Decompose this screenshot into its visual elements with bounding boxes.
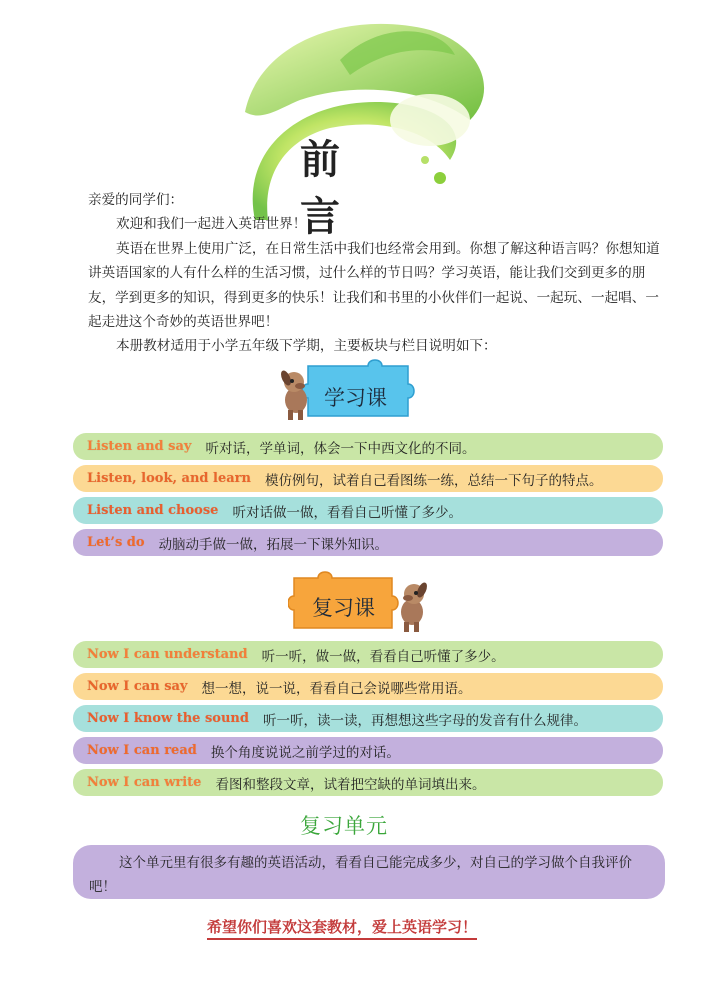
dog-mascot-icon — [401, 581, 429, 632]
closing-message: 希望你们喜欢这套教材，爱上英语学习！ — [207, 916, 477, 940]
intro-text — [88, 188, 663, 359]
study-item-listen-and-choose — [73, 497, 663, 524]
review-unit-heading: 复习单元 — [300, 814, 388, 838]
item-english-title: Listen, look, and learn — [87, 471, 251, 486]
review-unit-box — [73, 845, 665, 899]
item-description: 看图和整段文章，试着把空缺的单词填出来。 — [215, 776, 486, 793]
item-description: 想一想，说一说，看看自己会说哪些常用语。 — [201, 680, 472, 697]
study-item-listen-look-learn — [73, 465, 663, 492]
welcome-line: 欢迎和我们一起进入英语世界！ — [116, 216, 307, 233]
study-lessons-label: 学习课 — [324, 386, 387, 410]
review-item-read — [73, 737, 663, 764]
item-english-title: Listen and say — [87, 439, 192, 454]
study-item-listen-and-say — [73, 433, 663, 460]
greeting: 亲爱的同学们： — [88, 192, 184, 208]
item-description: 听对话做一做，看看自己听懂了多少。 — [232, 504, 462, 521]
item-english-title: Now I can say — [87, 679, 188, 694]
page-title: 前 言 — [300, 136, 368, 240]
review-item-say — [73, 673, 663, 700]
item-english-title: Now I know the sound — [87, 711, 249, 726]
review-item-understand — [73, 641, 663, 668]
review-lessons-label: 复习课 — [312, 596, 375, 620]
item-description: 模仿例句，试着自己看图练一练，总结一下句子的特点。 — [264, 472, 603, 489]
item-english-title: Now I can understand — [87, 647, 248, 662]
dog-mascot-icon — [279, 369, 307, 420]
study-item-lets-do — [73, 529, 663, 556]
review-unit-text: 这个单元里有很多有趣的英语活动，看看自己能完成多少，对自己的学习做个自我评价吧！ — [89, 855, 632, 895]
item-description: 听对话，学单词，体会一下中西文化的不同。 — [205, 440, 476, 457]
item-description: 换个角度说说之前学过的对话。 — [210, 744, 400, 761]
item-english-title: Now I can read — [87, 743, 197, 758]
intro-paragraph-scope: 本册教材适用于小学五年级下学期，主要板块与栏目说明如下： — [116, 338, 497, 355]
item-english-title: Now I can write — [87, 775, 202, 790]
intro-paragraph: 英语在世界上使用广泛，在日常生活中我们也经常会用到。你想了解这种语言吗？你想知道讲英语国家的人有什么样的生活习惯，过什么样的节日吗？学习英语，能让我们交到更多的朋友，学到更多的知识，得到更多的快乐！让我们和书里的小伙伴们一起说、一起玩、一起唱、一起走进这个奇妙的英语世界吧！ — [88, 240, 660, 331]
review-item-know-the-sound — [73, 705, 663, 732]
item-description: 听一听，读一读，再想想这些字母的发音有什么规律。 — [262, 712, 587, 729]
item-description: 动脑动手做一做，拓展一下课外知识。 — [158, 536, 389, 553]
item-english-title: Listen and choose — [87, 503, 219, 518]
item-description: 听一听，做一做，看看自己听懂了多少。 — [261, 648, 505, 665]
review-item-write — [73, 769, 663, 796]
item-english-title: Let’s do — [87, 535, 145, 550]
